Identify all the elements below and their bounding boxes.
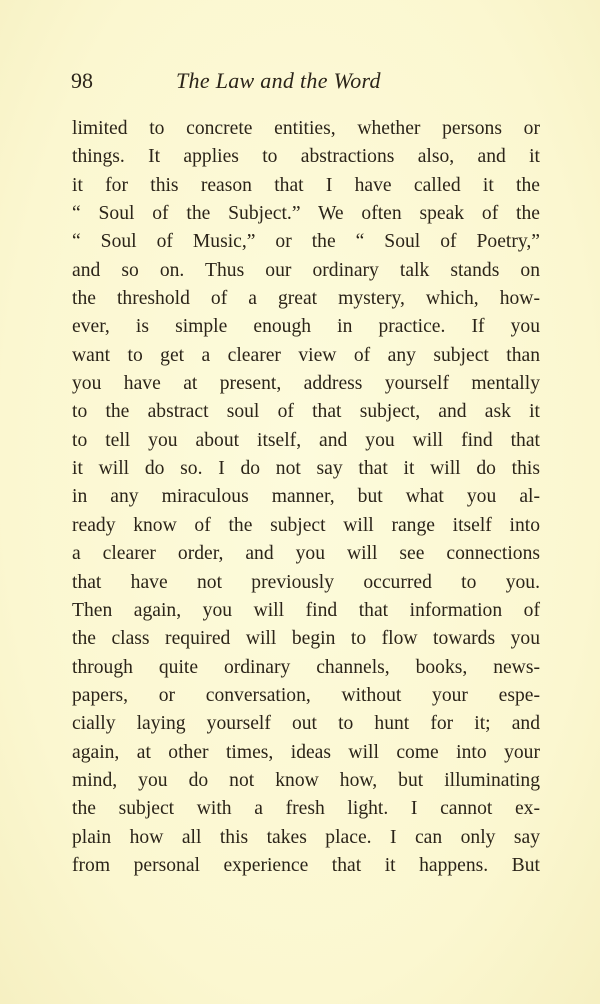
text-line: and so on. Thus our ordinary talk stands on — [72, 259, 540, 281]
text-line: again, at other times, ideas will come into your — [72, 741, 540, 763]
text-line: cially laying yourself out to hunt for it; and — [72, 713, 540, 735]
text-line: the subject with a fresh light. I cannot ex- — [72, 798, 540, 820]
text-line: the threshold of a great mystery, which, how- — [72, 288, 540, 310]
text-line: a clearer order, and you will see connections — [72, 543, 540, 565]
text-line: in any miraculous manner, but what you al- — [72, 486, 540, 508]
text-line: to the abstract soul of that subject, and ask it — [72, 401, 540, 423]
text-line: ready know of the subject will range itself into — [72, 514, 540, 536]
text-line: limited to concrete entities, whether persons or — [72, 118, 540, 139]
text-line: mind, you do not know how, but illuminating — [72, 769, 540, 791]
text-line: Then again, you will find that information of — [72, 599, 540, 621]
text-line: “ Soul of Music,” or the “ Soul of Poetry,” — [72, 231, 540, 253]
text-line: want to get a clearer view of any subject than — [72, 344, 540, 366]
text-line: from personal experience that it happens. But — [72, 854, 540, 876]
text-line: things. It applies to abstractions also, and it — [72, 146, 540, 168]
text-line: plain how all this takes place. I can only say — [72, 826, 540, 848]
running-title: The Law and the Word — [176, 68, 381, 93]
text-line: it for this reason that I have called it the — [72, 174, 540, 196]
text-line: the class required will begin to flow towards you — [72, 628, 540, 650]
text-line: that have not previously occurred to you. — [72, 571, 540, 593]
page-number: 98 — [71, 68, 93, 93]
text-line: through quite ordinary channels, books, news- — [72, 656, 540, 678]
text-line: you have at present, address yourself mentally — [72, 373, 540, 395]
text-line: “ Soul of the Subject.” We often speak of the — [72, 203, 540, 225]
text-line: to tell you about itself, and you will find that — [72, 429, 540, 451]
body-text — [72, 115, 540, 880]
text-line: it will do so. I do not say that it will do this — [72, 458, 540, 480]
text-line: papers, or conversation, without your espe- — [72, 684, 540, 706]
text-line: ever, is simple enough in practice. If you — [72, 316, 540, 338]
